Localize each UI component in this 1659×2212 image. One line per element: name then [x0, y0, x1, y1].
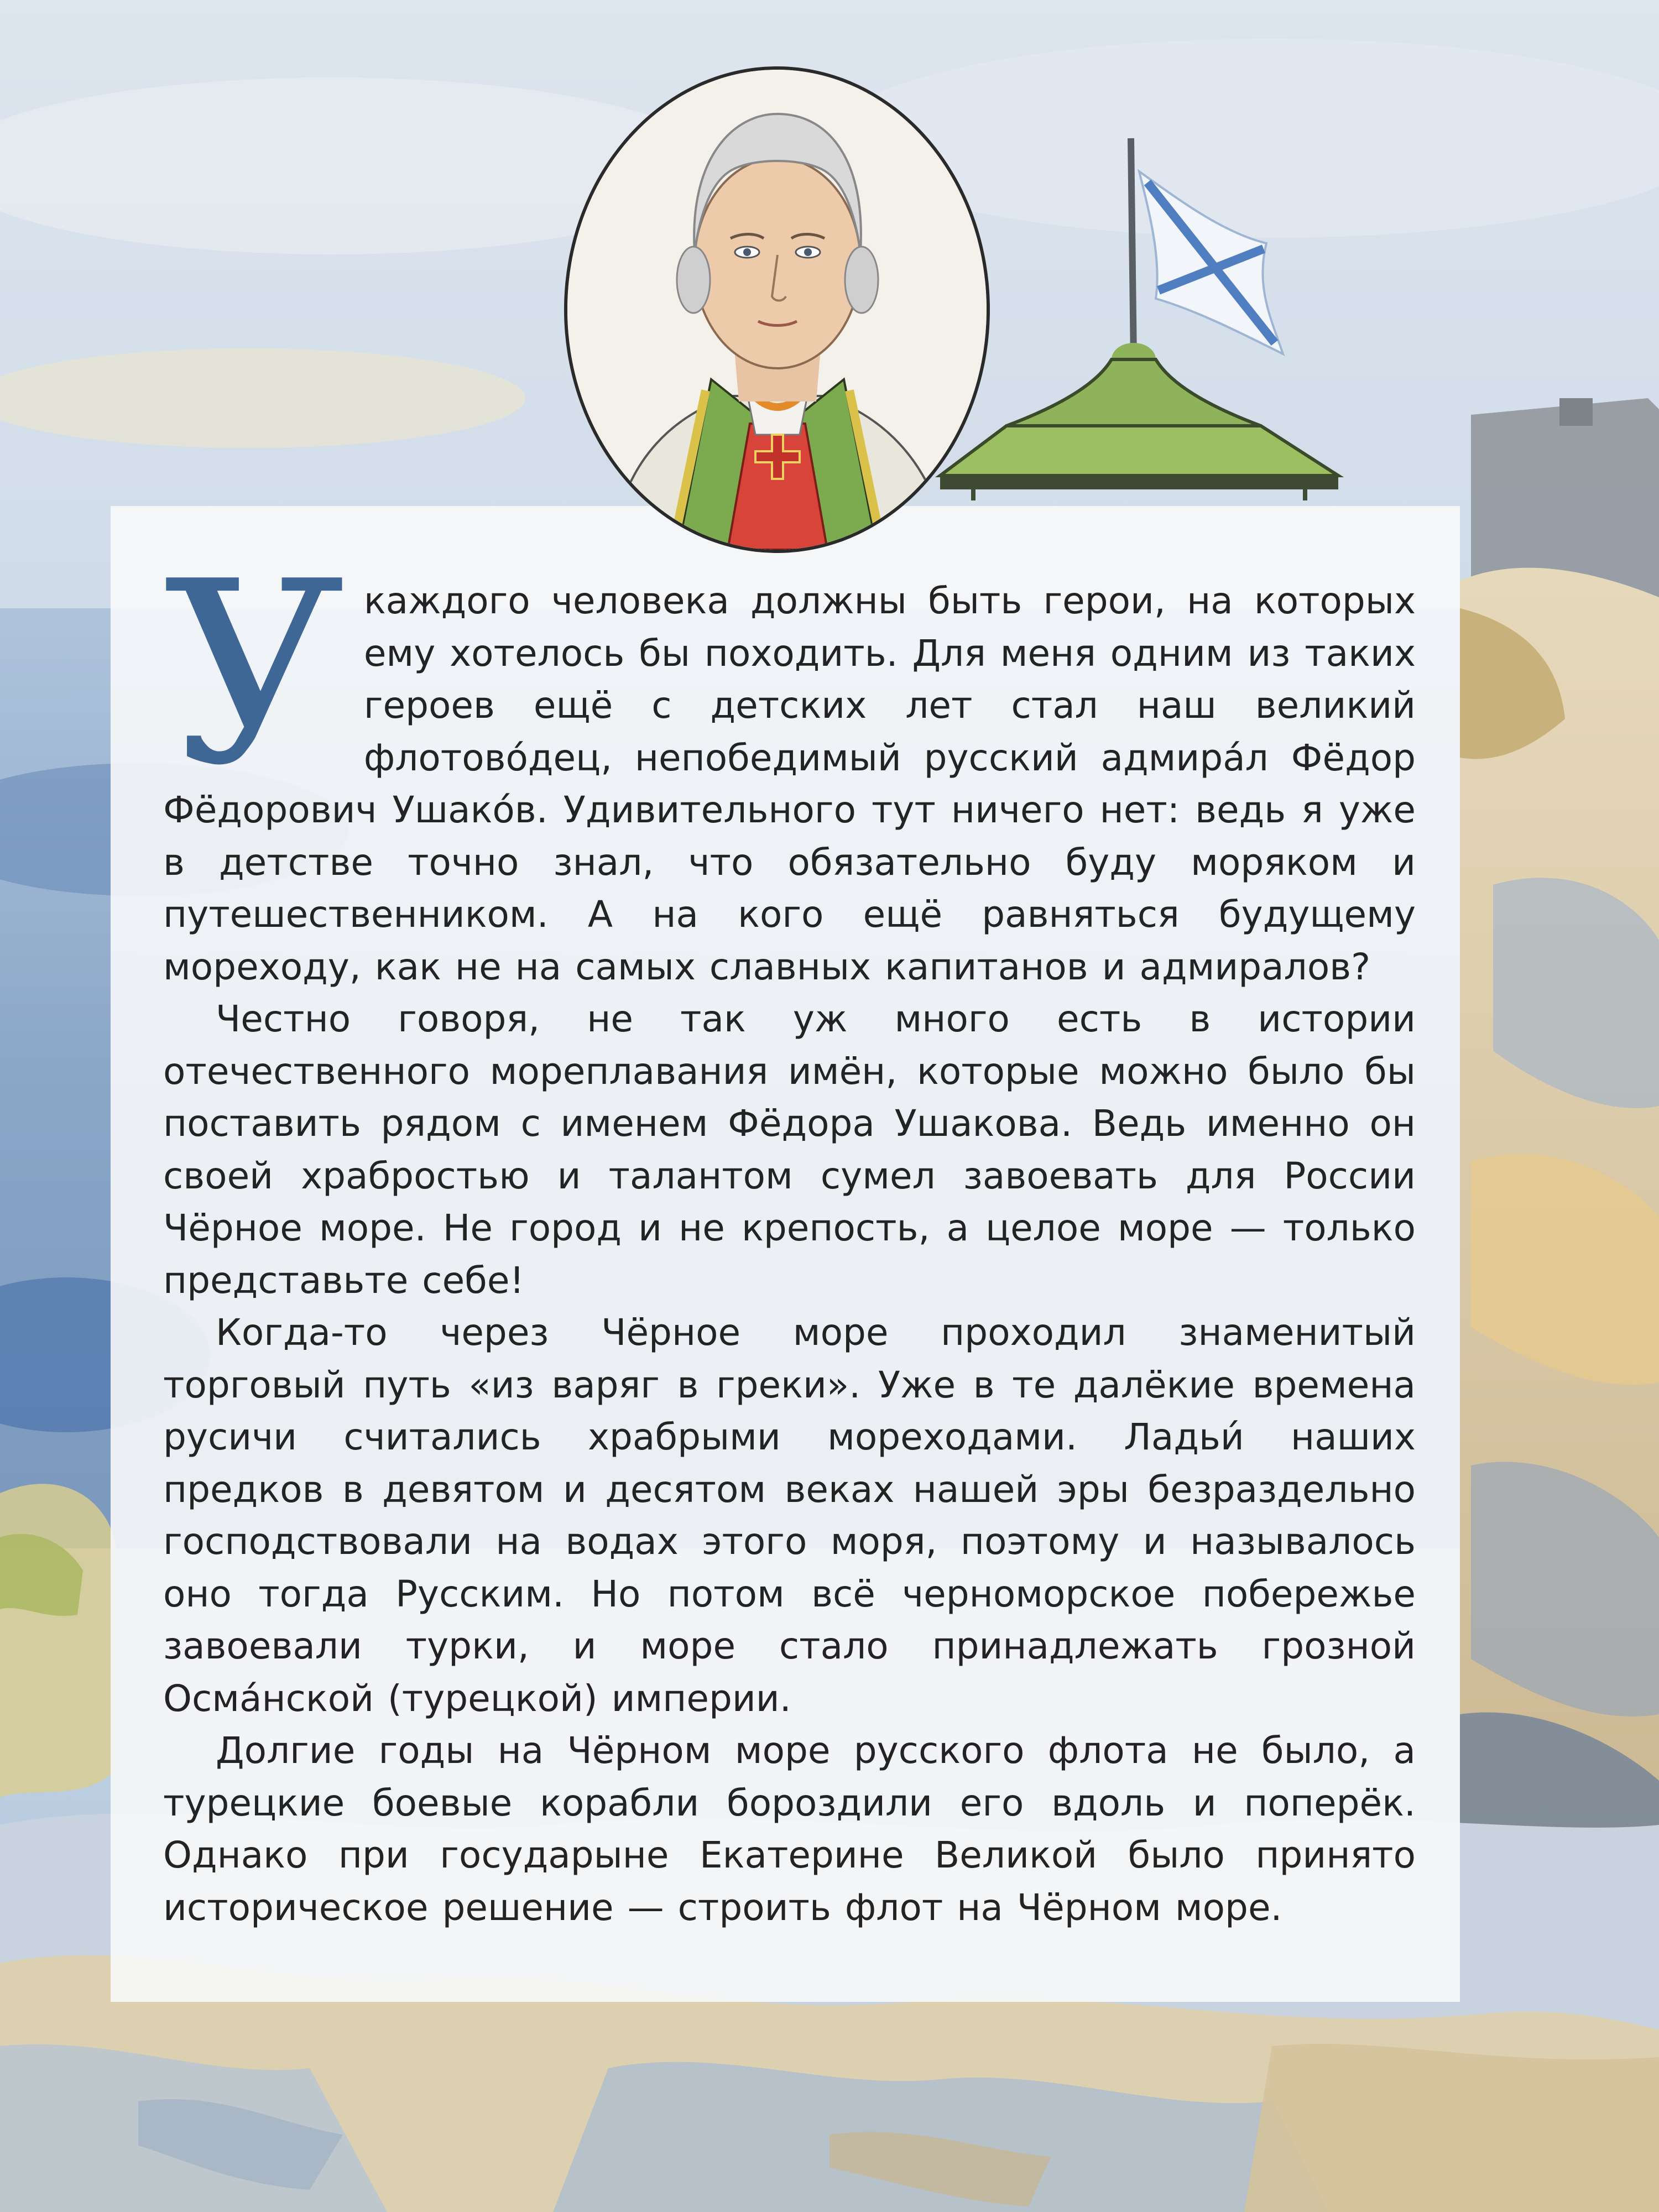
- article-paragraph-4: Долгие годы на Чёрном море русского флота не было, а турецкие боевые корабли бороздили его вдоль и поперёк. Однако при государыне Екатерине Великой было принято историческое решение — строить флот на Чёрном море.: [163, 1729, 1416, 1929]
- article-text-panel: [111, 506, 1460, 2002]
- article-paragraph-2: Честно говоря, не так уж много есть в истории отечественного мореплавания имён, которые можно было бы поставить рядом с именем Фёдора Ушакова. Ведь именно он своей храбростью и талантом сумел завоевать для России Чёрное море. Не город и не крепость, а целое море — только представьте себе!: [163, 998, 1416, 1302]
- article-paragraph-3: Когда-то через Чёрное море проходил знаменитый торговый путь «из варяг в греки». Уже в те далёкие времена русичи считались храбрыми мореходами. Ладьи́ наших предков в девятом и десятом веках нашей эры безраздельно господствовали на водах этого моря, поэтому и называлось оно тогда Русским. Но потом всё черноморское побережье завоевали турки, и море стало принадлежать грозной Осма́нской (турецкой) империи.: [163, 1311, 1416, 1720]
- drop-cap-letter: У: [163, 528, 345, 821]
- admiral-portrait-icon: [567, 70, 987, 550]
- article-paragraph-1: каждого человека должны быть герои, на которых ему хотелось бы походить. Для меня одним из таких героев ещё с детских лет стал наш великий флотово́дец, непобедимый русский адмира́л Фёдор Фёдорович Ушако́в. Удивительного тут ничего нет: ведь я уже в детстве точно знал, что обязательно буду моряком и путешественником. А на кого ещё равняться будущему мореходу, как не на самых славных капитанов и адмиралов?: [163, 580, 1416, 988]
- admiral-portrait-medallion: [564, 66, 990, 553]
